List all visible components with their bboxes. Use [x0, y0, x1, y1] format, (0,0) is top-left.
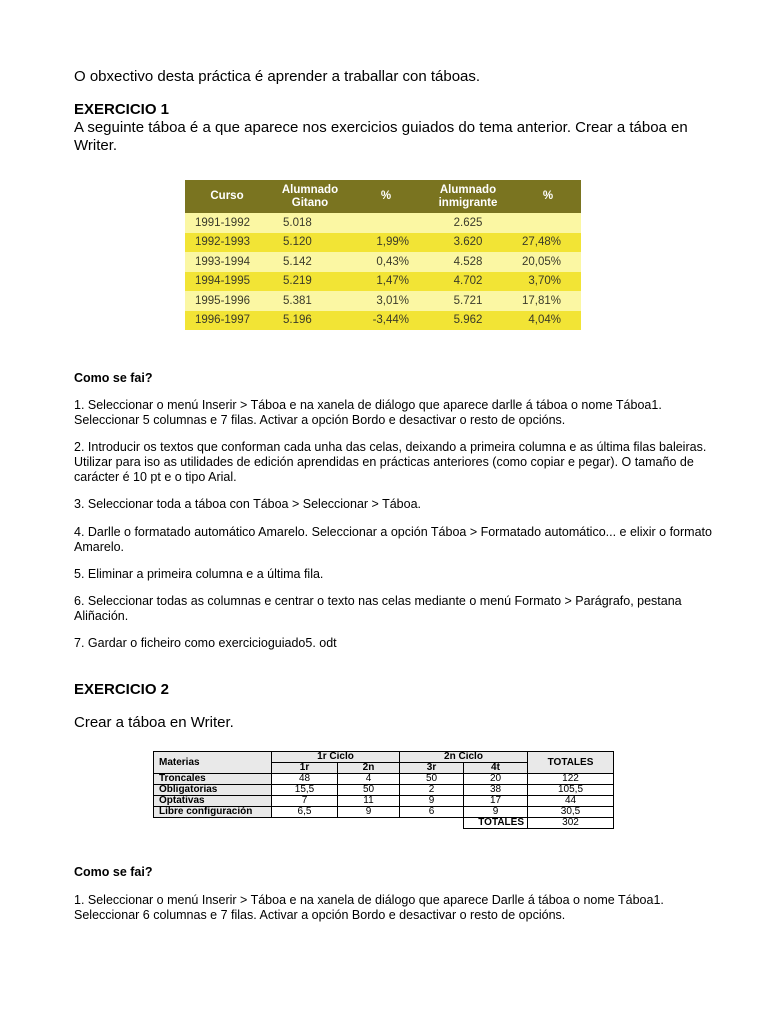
- header-curso: Curso: [185, 180, 269, 213]
- table-header-row: [185, 180, 581, 213]
- table-cell: 9: [400, 796, 464, 807]
- header-ciclo-2: 2n Ciclo: [400, 752, 528, 763]
- row-label: Libre configuración: [154, 807, 272, 818]
- table-cell: [515, 213, 581, 233]
- header-materias: Materias: [154, 752, 272, 774]
- table-cell: 4.702: [421, 272, 515, 292]
- table-cell: 3.620: [421, 233, 515, 253]
- table-row: [185, 213, 581, 233]
- table-cell: 1992-1993: [185, 233, 269, 253]
- table-row: [154, 807, 614, 818]
- intro-text: O obxectivo desta práctica é aprender a traballar con táboas.: [74, 68, 481, 85]
- table-cell: 20,05%: [515, 252, 581, 272]
- step-3: 3. Seleccionar toda a táboa con Táboa > Seleccionar > Táboa.: [74, 497, 422, 511]
- table-cell: 4,04%: [515, 311, 581, 331]
- table-cell: 1,47%: [351, 272, 421, 292]
- table-cell: 1,99%: [351, 233, 421, 253]
- step-2: 2. Introducir os textos que conforman cada unha das celas, deixando a primeira columna e as última filas baleiras. Utilizar para iso as utilidades de edición aprendidas en prácticas anteriores (como copiar e pegar). O tamaño de carácter é 10 pt e o tipo Arial.: [74, 440, 707, 484]
- table-cell: 6,5: [272, 807, 338, 818]
- table-cell: 5.381: [269, 291, 351, 311]
- table-cell: 5.196: [269, 311, 351, 331]
- table-cell: 5.219: [269, 272, 351, 292]
- table-cell: 44: [528, 796, 614, 807]
- header-4t: 4t: [464, 763, 528, 774]
- table-cell: 2: [400, 785, 464, 796]
- table-cell: 5.962: [421, 311, 515, 331]
- table-cell: 2.625: [421, 213, 515, 233]
- table-row: [185, 252, 581, 272]
- header-percent-2: %: [515, 180, 581, 213]
- table-cell: 17,81%: [515, 291, 581, 311]
- header-alumnado-gitano: Alumnado Gitano: [269, 180, 351, 213]
- table-cell: 1995-1996: [185, 291, 269, 311]
- exercise-2-table: [153, 751, 614, 829]
- row-label: Troncales: [154, 774, 272, 785]
- table-row: [185, 233, 581, 253]
- table-cell: 0,43%: [351, 252, 421, 272]
- header-3r: 3r: [400, 763, 464, 774]
- table-cell: 6: [400, 807, 464, 818]
- table-cell: 1993-1994: [185, 252, 269, 272]
- table-cell: 11: [338, 796, 400, 807]
- table-cell: 20: [464, 774, 528, 785]
- exercise-2-text: Crear a táboa en Writer.: [74, 714, 234, 731]
- step-4: 4. Darlle o formatado automático Amarelo. Seleccionar a opción Táboa > Formatado automático... e elixir o formato Amarelo.: [74, 525, 712, 554]
- table-cell: 50: [338, 785, 400, 796]
- table-cell: 5.721: [421, 291, 515, 311]
- table-row: [185, 291, 581, 311]
- table-cell: 5.120: [269, 233, 351, 253]
- table-cell: 4.528: [421, 252, 515, 272]
- empty-cell: [400, 818, 464, 829]
- exercise-1-text: A seguinte táboa é a que aparece nos exercicios guiados do tema anterior. Crear a táboa en Writer.: [74, 119, 688, 154]
- totals-row: [154, 818, 614, 829]
- table-cell: [351, 213, 421, 233]
- table-cell: 38: [464, 785, 528, 796]
- row-label: Obligatorias: [154, 785, 272, 796]
- table-row: [185, 272, 581, 292]
- totales-value: 302: [528, 818, 614, 829]
- table-cell: 50: [400, 774, 464, 785]
- exercise-1-table: [185, 180, 581, 330]
- header-2n: 2n: [338, 763, 400, 774]
- totales-label: TOTALES: [464, 818, 528, 829]
- table-cell: 4: [338, 774, 400, 785]
- table-cell: -3,44%: [351, 311, 421, 331]
- how-to-title-2: Como se fai?: [74, 865, 153, 879]
- table-cell: 17: [464, 796, 528, 807]
- header-percent-1: %: [351, 180, 421, 213]
- how-to-title-1: Como se fai?: [74, 371, 153, 385]
- row-label: Optativas: [154, 796, 272, 807]
- table-cell: 1996-1997: [185, 311, 269, 331]
- table-cell: 5.142: [269, 252, 351, 272]
- step-1: 1. Seleccionar o menú Inserir > Táboa e na xanela de diálogo que aparece darlle á táboa o nome Táboa1. Seleccionar 5 columnas e 7 filas. Activar a opción Bordo e desactivar o resto de opcións.: [74, 398, 662, 427]
- table-row: [154, 774, 614, 785]
- step-7: 7. Gardar o ficheiro como exercicioguiado5. odt: [74, 636, 337, 650]
- ex2-step-1: 1. Seleccionar o menú Inserir > Táboa e na xanela de diálogo que aparece Darlle á táboa o nome Táboa1. Seleccionar 6 columnas e 7 filas. Activar a opción Bordo e desactivar o resto de opcións.: [74, 893, 664, 922]
- table-cell: 48: [272, 774, 338, 785]
- table-cell: 105,5: [528, 785, 614, 796]
- table-row: [154, 785, 614, 796]
- step-6: 6. Seleccionar todas as columnas e centrar o texto nas celas mediante o menú Formato > Parágrafo, pestana Aliñación.: [74, 594, 682, 623]
- exercise-1-title: EXERCICIO 1: [74, 101, 170, 118]
- table-cell: 9: [338, 807, 400, 818]
- header-ciclo-1: 1r Ciclo: [272, 752, 400, 763]
- header-alumnado-inmigrante: Alumnado inmigrante: [421, 180, 515, 213]
- table-row: [154, 796, 614, 807]
- empty-cell: [154, 818, 272, 829]
- table-cell: 7: [272, 796, 338, 807]
- table-cell: 9: [464, 807, 528, 818]
- table-row: [185, 311, 581, 331]
- table-cell: 27,48%: [515, 233, 581, 253]
- empty-cell: [338, 818, 400, 829]
- table-cell: 122: [528, 774, 614, 785]
- header-totales: TOTALES: [528, 752, 614, 774]
- step-5: 5. Eliminar a primeira columna e a última fila.: [74, 567, 324, 581]
- table-cell: 3,01%: [351, 291, 421, 311]
- table-cell: 1994-1995: [185, 272, 269, 292]
- table-cell: 1991-1992: [185, 213, 269, 233]
- header-1r: 1r: [272, 763, 338, 774]
- table-cell: 30,5: [528, 807, 614, 818]
- table-cell: 15,5: [272, 785, 338, 796]
- table-cell: 3,70%: [515, 272, 581, 292]
- empty-cell: [272, 818, 338, 829]
- table-cell: 5.018: [269, 213, 351, 233]
- exercise-2-title: EXERCICIO 2: [74, 681, 170, 698]
